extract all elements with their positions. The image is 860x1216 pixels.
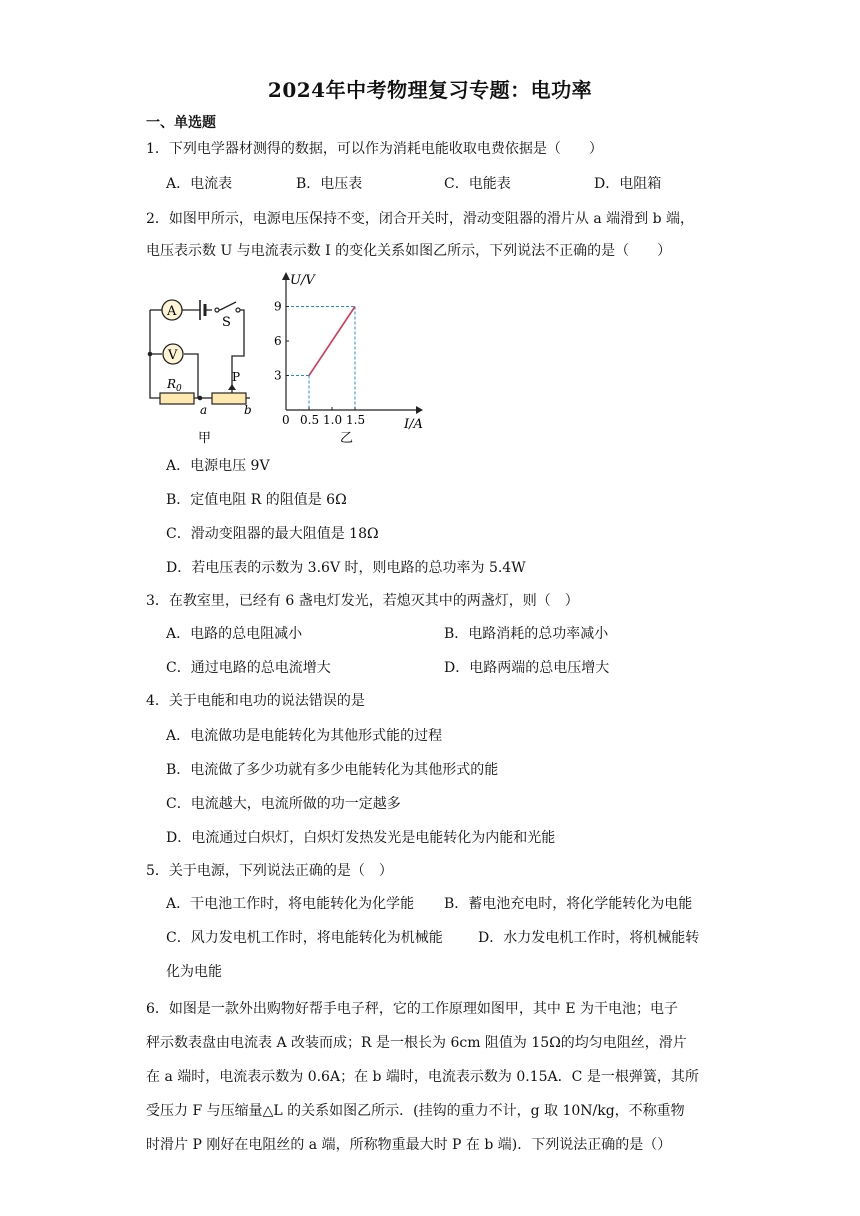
question-1-option-d: D．电阻箱	[594, 176, 662, 192]
x-tick-label: 1.0	[323, 413, 343, 427]
question-2-stem-line-1: 2．如图甲所示，电源电压保持不变，闭合开关时，滑动变阻器的滑片从 a 端滑到 b 端，	[146, 211, 695, 227]
question-2-stem-line-2: 电压表示数 U 与电流表示数 I 的变化关系如图乙所示，下列说法不正确的是（ ）	[146, 243, 672, 259]
question-4-option-b: B．电流做了多少功就有多少电能转化为其他形式的能	[166, 762, 499, 778]
question-4-option-d: D．电流通过白炽灯，白炽灯发热发光是电能转化为内能和光能	[166, 830, 556, 846]
question-1-option-a: A．电流表	[166, 176, 233, 192]
graph-caption: 乙	[340, 431, 354, 446]
question-3-option-a: A．电路的总电阻减小	[166, 626, 303, 642]
rheostat-icon	[212, 393, 246, 404]
switch-contact-icon	[236, 308, 240, 312]
question-2-option-a: A．电源电压 9V	[166, 458, 270, 474]
question-5-option-b: B．蓄电池充电时，将化学能转化为电能	[444, 896, 693, 912]
question-4-option-c: C．电流越大，电流所做的功一定越多	[166, 796, 401, 812]
question-2-figure	[140, 266, 440, 450]
y-axis-arrow-icon	[282, 272, 290, 280]
question-6-line-2: 秤示数表盘由电流表 A 改装而成；R 是一根长为 6cm 阻值为 15Ω的均匀电阻丝，滑片	[146, 1035, 687, 1051]
question-1-option-b: B．电压表	[296, 176, 363, 192]
question-6-line-3: 在 a 端时，电流表示数为 0.6A；在 b 端时，电流表示数为 0.15A．C 是一根弹簧，其所	[146, 1069, 699, 1085]
circuit-caption: 甲	[198, 431, 212, 446]
x-axis-arrow-icon	[416, 406, 423, 414]
slider-arrow-icon	[228, 384, 236, 390]
question-6-stem	[146, 1001, 716, 1162]
question-3-stem: 3．在教室里，已经有 6 盏电灯发光，若熄灭其中的两盏灯，则（ ）	[146, 593, 579, 609]
x-axis-label: I/A	[404, 417, 423, 432]
page-title: 2024年中考物理复习专题：电功率	[267, 78, 593, 102]
question-2-option-b: B．定值电阻 R 的阻值是 6Ω	[166, 492, 347, 508]
end-b-label: b	[244, 403, 252, 417]
question-4-option-a: A．电流做功是电能转化为其他形式能的过程	[166, 728, 443, 744]
resistor-r0-icon	[160, 393, 194, 404]
junction-dot	[198, 396, 203, 401]
junction-dot	[148, 352, 153, 357]
question-2-option-d: D．若电压表的示数为 3.6V 时，则电路的总功率为 5.4W	[166, 560, 526, 576]
y-tick-label: 3	[274, 368, 282, 383]
section-heading: 一、单选题	[146, 115, 216, 131]
question-3-option-d: D．电路两端的总电压增大	[444, 660, 610, 676]
question-5-option-d-continued: 化为电能	[166, 964, 222, 980]
question-6-line-1: 6．如图是一款外出购物好帮手电子秤，它的工作原理如图甲，其中 E 为干电池；电子	[146, 1001, 679, 1017]
y-tick-label: 9	[274, 299, 282, 314]
question-3-option-b: B．电路消耗的总功率减小	[444, 626, 609, 642]
voltmeter-label: V	[168, 348, 178, 363]
series-line	[309, 307, 355, 376]
end-a-label: a	[200, 403, 208, 417]
resistor-label: $R_0$	[167, 377, 182, 394]
question-1-option-c: C．电能表	[444, 176, 511, 192]
question-3-option-c: C．通过电路的总电流增大	[166, 660, 331, 676]
question-2-option-c: C．滑动变阻器的最大阻值是 18Ω	[166, 526, 379, 542]
question-4-stem: 4．关于电能和电功的说法错误的是	[146, 693, 365, 709]
question-5-option-a: A．干电池工作时，将电能转化为化学能	[166, 896, 415, 912]
x-tick-label: 1.5	[346, 413, 366, 427]
question-6-line-5: 时滑片 P 刚好在电阻丝的 a 端，所称物重最大时 P 在 b 端)．下列说法正确的是（）	[146, 1137, 672, 1153]
slider-label: P	[232, 370, 241, 384]
y-axis-label: U/V	[290, 273, 315, 288]
switch-contact-icon	[215, 308, 219, 312]
u-i-graph	[274, 272, 423, 432]
question-5-option-d: D．水力发电机工作时，将机械能转	[478, 930, 700, 946]
question-5-option-c: C．风力发电机工作时，将电能转化为机械能	[166, 930, 443, 946]
question-1-stem: 1．下列电学器材测得的数据，可以作为消耗电能收取电费依据是（ ）	[146, 141, 603, 157]
question-6-line-4: 受压力 F 与压缩量△L 的关系如图乙所示．(挂钩的重力不计，g 取 10N/kg，不称重物	[146, 1103, 685, 1119]
question-5-stem: 5．关于电源，下列说法正确的是（ ）	[146, 863, 393, 879]
ammeter-label: A	[167, 304, 177, 319]
x-tick-label: 0.5	[300, 413, 320, 427]
switch-label: S	[222, 315, 231, 330]
y-tick-label: 6	[274, 334, 282, 348]
origin-label: 0	[282, 413, 290, 427]
